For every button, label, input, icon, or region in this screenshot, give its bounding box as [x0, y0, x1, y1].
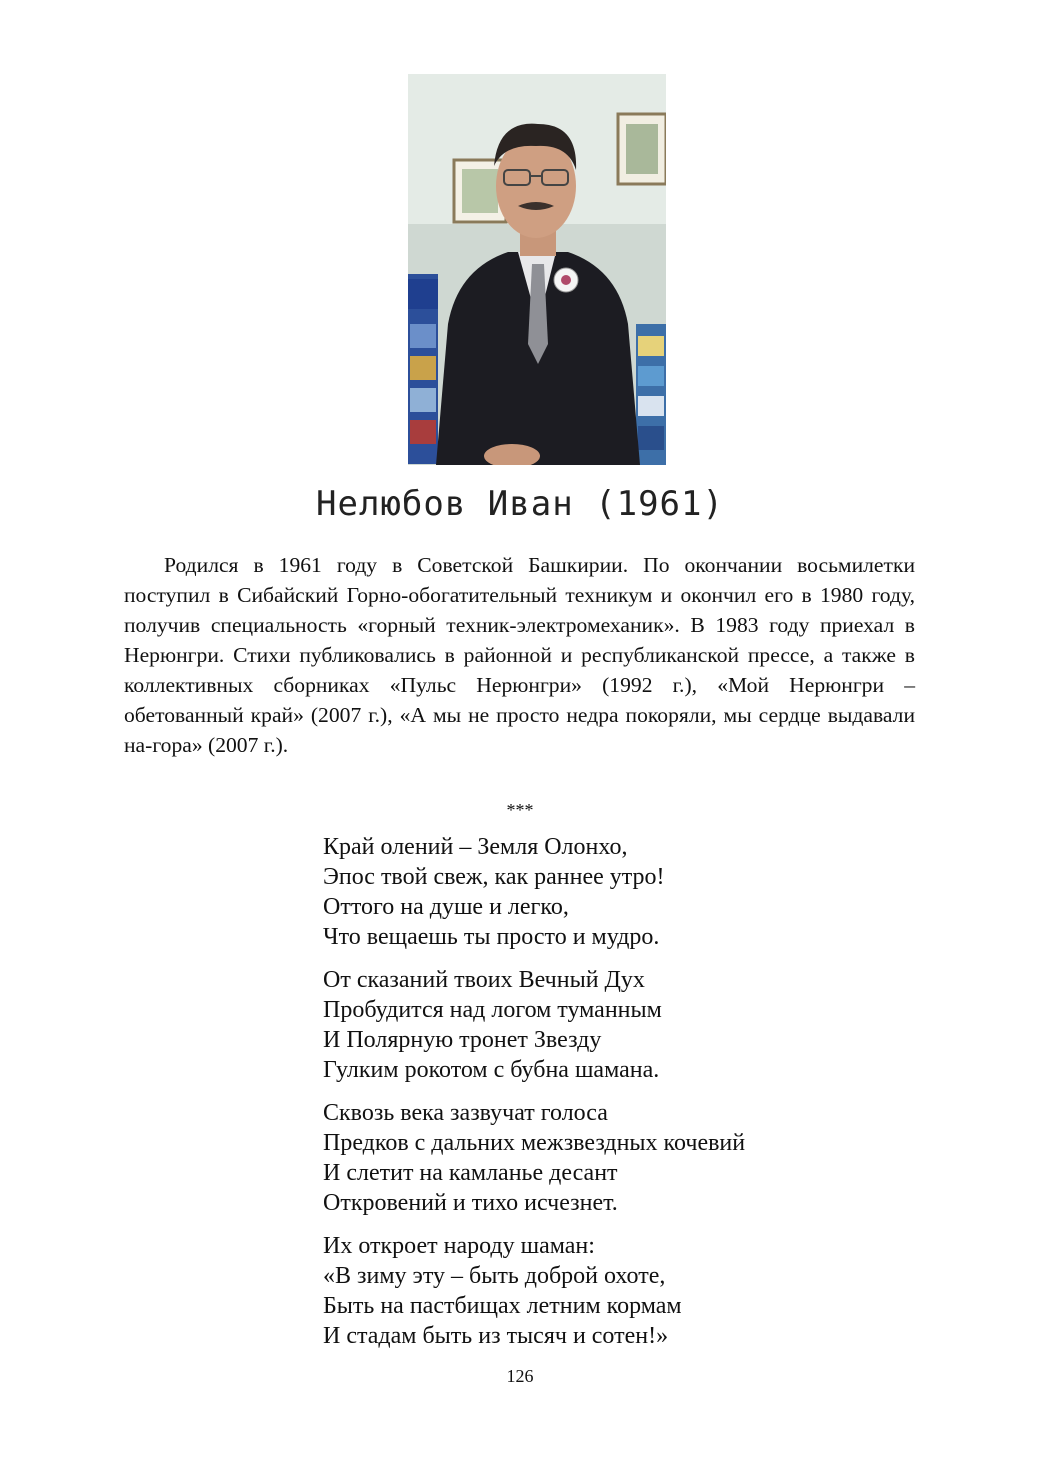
poem-line: Пробудится над логом туманным	[323, 997, 662, 1023]
author-photo	[408, 74, 666, 465]
poem	[323, 832, 745, 1364]
page-number: 126	[506, 1366, 534, 1386]
poem-line: Сквозь века зазвучат голоса	[323, 1100, 608, 1126]
author-bio	[124, 550, 915, 760]
bio-paragraph: Родился в 1961 году в Советской Башкирии. По окончании восьмилетки поступил в Сибайский Горно-обогатительный техникум и окончил его в 1980 году, получив специальность «горный техник-электромеханик». В 1983 году приехал в Нерюнгри. Стихи публиковались в районной и республиканской прессе, а также в коллективных сборниках «Пульс Нерюнгри» (1992 г.), «Мой Нерюнгри – обетованный край» (2007 г.), «А мы не просто недра покоряли, мы сердце выдавали на-гора» (2007 г.).	[124, 553, 915, 757]
poem-line: Предков с дальних межзвездных кочевий	[323, 1130, 746, 1156]
poem-line: Их откроет народу шаман:	[323, 1233, 595, 1259]
poem-line: И стадам быть из тысяч и сотен!»	[323, 1323, 669, 1349]
poem-line: Что вещаешь ты просто и мудро.	[323, 924, 660, 950]
poem-line: Быть на пастбищах летним кормам	[323, 1293, 682, 1319]
poem-line: Оттого на душе и легко,	[323, 894, 569, 920]
poem-line: Эпос твой свеж, как раннее утро!	[323, 864, 665, 890]
page-title: Нелюбов Иван (1961)	[316, 484, 724, 524]
poem-line: Гулким рокотом с бубна шамана.	[323, 1057, 660, 1083]
poem-line: «В зиму эту – быть доброй охоте,	[323, 1263, 666, 1289]
poem-line: И слетит на камланье десант	[323, 1160, 618, 1186]
poem-line: Край олений – Земля Олонхо,	[323, 834, 628, 860]
poem-stanza-3	[323, 1098, 745, 1218]
poem-stanza-1	[323, 832, 745, 952]
poem-line: Откровений и тихо исчезнет.	[323, 1190, 618, 1216]
poem-line: От сказаний твоих Вечный Дух	[323, 967, 645, 993]
poem-line: И Полярную тронет Звезду	[323, 1027, 602, 1053]
section-separator: ***	[506, 800, 534, 820]
poem-stanza-4	[323, 1231, 745, 1351]
poem-stanza-2	[323, 965, 745, 1085]
